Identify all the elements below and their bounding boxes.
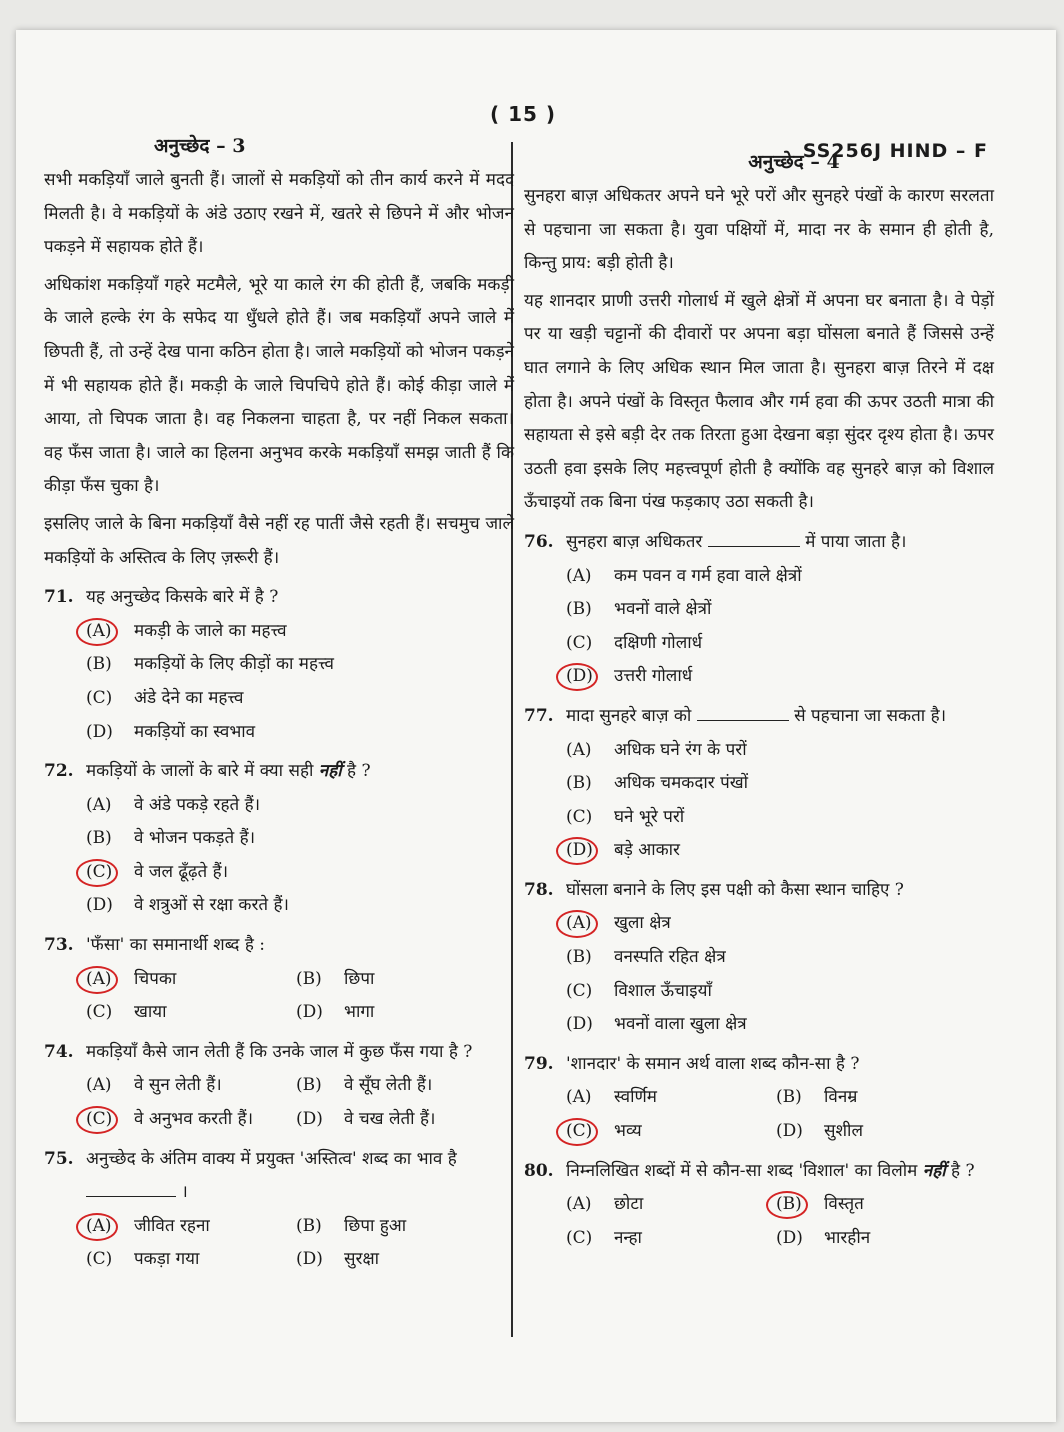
- option-text: खाया: [134, 1002, 167, 1023]
- option-grid: [44, 1210, 514, 1277]
- option-grid: [524, 1081, 994, 1148]
- option-d[interactable]: [524, 834, 994, 868]
- option-text: सुरक्षा: [344, 1249, 380, 1270]
- option-label: (B): [86, 654, 112, 675]
- option-text: छिपा हुआ: [344, 1215, 407, 1236]
- option-label: (A): [86, 1075, 112, 1096]
- option-a[interactable]: [86, 1210, 296, 1244]
- passage-4-heading: अनुच्छेद – 4: [748, 151, 840, 173]
- question-number: 80.: [524, 1160, 554, 1181]
- question-74: [44, 1036, 514, 1137]
- question-73: [44, 929, 514, 1030]
- question-text-start: मादा सुनहरे बाज़ को: [566, 705, 697, 726]
- option-d[interactable]: [44, 716, 514, 750]
- option-a[interactable]: [44, 789, 514, 823]
- option-c[interactable]: [524, 801, 994, 835]
- option-label: (B): [776, 1087, 802, 1108]
- option-d[interactable]: [776, 1222, 976, 1256]
- question-text: घोंसला बनाने के लिए इस पक्षी को कैसा स्थान चाहिए ?: [566, 879, 904, 900]
- option-grid: [524, 1188, 994, 1255]
- option-text: घने भूरे परों: [614, 806, 685, 827]
- option-text: उत्तरी गोलार्ध: [614, 666, 693, 687]
- option-text: भागा: [344, 1002, 375, 1023]
- question-77: [524, 700, 994, 868]
- option-label-marked: (A): [566, 907, 614, 941]
- question-text: मकड़ियाँ कैसे जान लेती हैं कि उनके जाल में कुछ फँस गया है ?: [86, 1041, 473, 1062]
- answer-blank: [86, 1178, 176, 1197]
- question-text: [566, 700, 994, 734]
- option-b[interactable]: [296, 1069, 496, 1103]
- option-label-marked: (A): [86, 615, 134, 649]
- question-number: 75.: [44, 1148, 74, 1169]
- question-number: 73.: [44, 935, 74, 956]
- option-text: मकड़ी के जाले का महत्त्व: [134, 620, 287, 641]
- option-label-marked: (A): [86, 963, 134, 997]
- option-c[interactable]: [44, 682, 514, 716]
- option-text: विशाल ऊँचाइयाँ: [614, 980, 712, 1001]
- option-label: (B): [566, 947, 592, 968]
- option-label: (B): [566, 599, 592, 620]
- answer-blank: [697, 702, 789, 721]
- option-label: (B): [566, 773, 592, 794]
- question-text: यह अनुच्छेद किसके बारे में है ?: [86, 587, 279, 608]
- option-text: छोटा: [614, 1194, 644, 1215]
- option-a[interactable]: [524, 907, 994, 941]
- option-a[interactable]: [86, 1069, 296, 1103]
- question-75: [44, 1143, 514, 1277]
- option-label: (B): [86, 828, 112, 849]
- option-label-marked: (D): [566, 660, 614, 694]
- option-text: वे सुन लेती हैं।: [134, 1075, 222, 1096]
- option-text: वे जल ढूँढ़ते हैं।: [134, 861, 229, 882]
- question-72: [44, 755, 514, 923]
- option-text: वे चख लेती हैं।: [344, 1109, 436, 1130]
- option-label: (C): [566, 1227, 593, 1248]
- option-text: वे भोजन पकड़ते हैं।: [134, 828, 256, 849]
- option-d[interactable]: [296, 1103, 496, 1137]
- option-label: (B): [296, 968, 322, 989]
- question-text: 'फँसा' का समानार्थी शब्द है :: [86, 935, 265, 956]
- option-label: (C): [86, 1249, 113, 1270]
- question-text: 'शानदार' के समान अर्थ वाला शब्द कौन-सा है ?: [566, 1053, 860, 1074]
- option-label: (B): [296, 1215, 322, 1236]
- option-label: (C): [566, 806, 593, 827]
- option-label: (D): [86, 721, 113, 742]
- paper-code: SS256J HIND – F: [802, 140, 988, 162]
- question-76: [524, 526, 994, 694]
- question-number: 74.: [44, 1041, 74, 1062]
- option-text: छिपा: [344, 968, 375, 989]
- option-b[interactable]: [776, 1188, 976, 1222]
- option-label: (D): [86, 895, 113, 916]
- option-text: दक्षिणी गोलार्ध: [614, 632, 703, 653]
- option-label-marked: (A): [86, 1210, 134, 1244]
- question-number: 71.: [44, 587, 74, 608]
- option-c[interactable]: [566, 1222, 776, 1256]
- question-text: [566, 526, 994, 560]
- passage-3-heading: अनुच्छेद – 3: [154, 135, 246, 157]
- option-text: पकड़ा गया: [134, 1249, 200, 1270]
- question-number: 78.: [524, 879, 554, 900]
- option-text: कम पवन व गर्म हवा वाले क्षेत्रों: [614, 565, 802, 586]
- option-text: चिपका: [134, 968, 177, 989]
- option-label: (C): [566, 632, 593, 653]
- question-text-end: है ?: [341, 761, 371, 782]
- option-text: भव्य: [614, 1121, 642, 1142]
- option-label-marked: (D): [566, 834, 614, 868]
- option-label: (A): [566, 1194, 592, 1215]
- option-label: (A): [566, 739, 592, 760]
- option-text: वे शत्रुओं से रक्षा करते हैं।: [134, 895, 289, 916]
- option-label: (B): [296, 1075, 322, 1096]
- right-column: [524, 144, 994, 1255]
- option-d[interactable]: [44, 889, 514, 923]
- option-text: वे अंडे पकड़े रहते हैं।: [134, 794, 261, 815]
- option-text: वनस्पति रहित क्षेत्र: [614, 947, 726, 968]
- page-number: ( 15 ): [490, 102, 557, 126]
- option-label: (D): [296, 1249, 323, 1270]
- option-a[interactable]: [524, 734, 994, 768]
- option-b[interactable]: [296, 1210, 496, 1244]
- passage-3-para-2: अधिकांश मकड़ियाँ गहरे मटमैले, भूरे या काले रंग की होती हैं, जबकि मकड़ी के जाले हल्के रंग के सफेद या धुँधले होते हैं। जब मकड़ियाँ अपने जाले में छिपती हैं, तो उन्हें देख पाना कठिन होता है। जाले मकड़ियों को भोजन पकड़ने में भी सहायक होते हैं। मकड़ी के जाले चिपचिपे होते हैं। कोई कीड़ा जाले में आया, तो चिपक जाता है। वह निकलना चाहता है, पर नहीं निकल सकता। वह फँस जाता है। जाले का हिलना अनुभव करके मकड़ियाँ समझ जाती हैं कि कीड़ा फँस चुका है।: [44, 274, 514, 497]
- question-number: 76.: [524, 531, 554, 552]
- option-a[interactable]: [44, 615, 514, 649]
- option-c[interactable]: [86, 1243, 296, 1277]
- option-c[interactable]: [524, 627, 994, 661]
- question-79: [524, 1048, 994, 1149]
- option-d[interactable]: [524, 1008, 994, 1042]
- option-label: (D): [776, 1227, 803, 1248]
- option-c[interactable]: [524, 975, 994, 1009]
- option-b[interactable]: [524, 593, 994, 627]
- option-b[interactable]: [524, 767, 994, 801]
- option-a[interactable]: [566, 1188, 776, 1222]
- passage-4-para-2: यह शानदार प्राणी उत्तरी गोलार्ध में खुले क्षेत्रों में अपना घर बनाता है। वे पेड़ों पर या खड़ी चट्टानों की दीवारों पर अपना बड़ा घोंसला बनाते हैं जिससे उन्हें घात लगाने के लिए अधिक स्थान मिल जाता है। सुनहरा बाज़ तिरने में दक्ष होता है। अपने पंखों के विस्तृत फैलाव और गर्म हवा की ऊपर उठती मात्रा की सहायता से इसे बड़ी देर तक तिरता हुआ देखना बड़ा सुंदर दृश्य होता है। ऊपर उठती हवा इसके लिए महत्त्वपूर्ण होती है क्योंकि वह सुनहरे बाज़ को विशाल ऊँचाइयों तक बिना पंख फड़काए उठा सकती है।: [524, 290, 994, 513]
- option-b[interactable]: [524, 941, 994, 975]
- question-text-end: है ?: [945, 1160, 975, 1181]
- option-text: विस्तृत: [824, 1194, 864, 1215]
- question-number: 77.: [524, 705, 554, 726]
- option-text: भारहीन: [824, 1227, 871, 1248]
- option-label: (D): [776, 1121, 803, 1142]
- option-text: विनम्र: [824, 1087, 858, 1108]
- option-label: (D): [296, 1109, 323, 1130]
- option-label: (D): [566, 1014, 593, 1035]
- option-text: अधिक घने रंग के परों: [614, 739, 747, 760]
- option-c[interactable]: [44, 856, 514, 890]
- option-text: खुला क्षेत्र: [614, 913, 671, 934]
- option-label: (A): [566, 565, 592, 586]
- option-label-marked: (C): [86, 856, 134, 890]
- option-text: स्वर्णिम: [614, 1087, 657, 1108]
- option-grid: [44, 1069, 514, 1136]
- question-number: 79.: [524, 1053, 554, 1074]
- option-label: (C): [566, 980, 593, 1001]
- option-a[interactable]: [524, 560, 994, 594]
- question-text-end: ।: [181, 1182, 188, 1203]
- question-text-start: मकड़ियों के जालों के बारे में क्या सही: [86, 761, 319, 782]
- option-text: वे अनुभव करती हैं।: [134, 1109, 254, 1130]
- option-d[interactable]: [524, 660, 994, 694]
- option-b[interactable]: [44, 648, 514, 682]
- option-a[interactable]: [86, 963, 296, 997]
- option-text: नन्हा: [614, 1227, 642, 1248]
- option-c[interactable]: [86, 1103, 296, 1137]
- question-text-emphasis: नहीं: [922, 1160, 946, 1181]
- question-text: [86, 755, 514, 789]
- left-column: [44, 128, 514, 1277]
- option-label: (A): [566, 1087, 592, 1108]
- option-text: अधिक चमकदार पंखों: [614, 773, 749, 794]
- question-text-emphasis: नहीं: [318, 761, 342, 782]
- option-label: (D): [296, 1002, 323, 1023]
- option-b[interactable]: [296, 963, 496, 997]
- option-grid: [44, 963, 514, 1030]
- question-text-start: सुनहरा बाज़ अधिकतर: [566, 531, 708, 552]
- option-label: (C): [86, 1002, 113, 1023]
- question-text: [86, 1143, 514, 1210]
- option-text: भवनों वाले क्षेत्रों: [614, 599, 712, 620]
- option-text: वे सूँघ लेती हैं।: [344, 1075, 433, 1096]
- passage-3-para-3: इसलिए जाले के बिना मकड़ियाँ वैसे नहीं रह पातीं जैसे रहती हैं। सचमुच जाले मकड़ियों के अस्तित्व के लिए ज़रूरी हैं।: [44, 513, 514, 568]
- question-text-end: से पहचाना जा सकता है।: [788, 705, 947, 726]
- passage-4-para-1: सुनहरा बाज़ अधिकतर अपने घने भूरे परों और सुनहरे पंखों के कारण सरलता से पहचाना जा सकता है। युवा पक्षियों में, मादा नर के समान ही होती है, किन्तु प्राय: बड़ी होती है।: [524, 186, 994, 274]
- question-71: [44, 581, 514, 749]
- passage-3-para-1: सभी मकड़ियाँ जाले बुनती हैं। जालों से मकड़ियों को तीन कार्य करने में मदद मिलती है। वे मकड़ियों के अंडे उठाए रखने में, खतरे से छिपने में और भोजन पकड़ने में सहायक होते हैं।: [44, 170, 514, 258]
- answer-blank: [708, 528, 800, 547]
- option-label: (C): [86, 687, 113, 708]
- question-text-start: अनुच्छेद के अंतिम वाक्य में प्रयुक्त 'अस्तित्व' शब्द का भाव है: [86, 1148, 457, 1169]
- question-80: [524, 1155, 994, 1256]
- option-label: (A): [86, 794, 112, 815]
- option-b[interactable]: [776, 1081, 976, 1115]
- option-label-marked: (C): [86, 1103, 134, 1137]
- option-text: बड़े आकार: [614, 840, 680, 861]
- option-text: भवनों वाला खुला क्षेत्र: [614, 1014, 747, 1035]
- option-d[interactable]: [296, 1243, 496, 1277]
- option-c[interactable]: [86, 996, 296, 1030]
- option-c[interactable]: [566, 1115, 776, 1149]
- option-b[interactable]: [44, 822, 514, 856]
- option-label-marked: (C): [566, 1115, 614, 1149]
- option-text: मकड़ियों के लिए कीड़ों का महत्त्व: [134, 654, 335, 675]
- question-78: [524, 874, 994, 1042]
- question-text-start: निम्नलिखित शब्दों में से कौन-सा शब्द 'विशाल' का विलोम: [566, 1160, 923, 1181]
- option-a[interactable]: [566, 1081, 776, 1115]
- option-d[interactable]: [776, 1115, 976, 1149]
- option-text: अंडे देने का महत्त्व: [134, 687, 244, 708]
- option-text: सुशील: [824, 1121, 863, 1142]
- option-text: जीवित रहना: [134, 1215, 210, 1236]
- option-d[interactable]: [296, 996, 496, 1030]
- question-text: [566, 1155, 994, 1189]
- question-text-end: में पाया जाता है।: [799, 531, 907, 552]
- option-label-marked: (B): [776, 1188, 824, 1222]
- option-text: मकड़ियों का स्वभाव: [134, 721, 256, 742]
- question-number: 72.: [44, 761, 74, 782]
